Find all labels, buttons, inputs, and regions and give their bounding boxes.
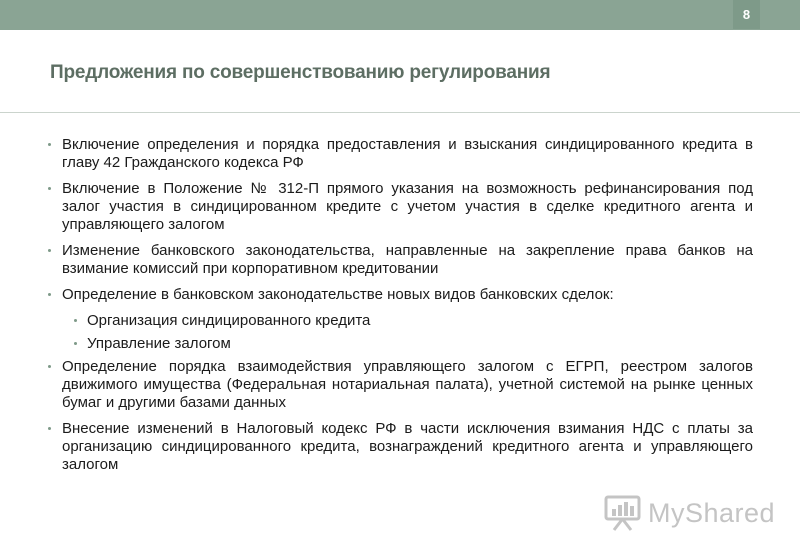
watermark-text: MyShared bbox=[648, 498, 776, 528]
watermark-logo bbox=[604, 495, 776, 531]
page-number-badge: 8 bbox=[733, 0, 760, 29]
header-bar bbox=[0, 0, 800, 30]
sub-bullet-item: Управление залогом bbox=[87, 335, 753, 353]
sub-bullet-item: Организация синдицированного кредита bbox=[87, 312, 753, 330]
title-divider bbox=[0, 112, 800, 113]
bullet-item: Изменение банковского законодательства, направленные на закрепление права банков на взимание комиссий при корпоративном кредитовании bbox=[62, 242, 753, 277]
bullet-item: Определение в банковском законодательстве новых видов банковских сделок: bbox=[62, 286, 753, 304]
bullet-item: Включение определения и порядка предоставления и взыскания синдицированного кредита в главу 42 Гражданского кодекса РФ bbox=[62, 136, 753, 171]
bullet-list bbox=[62, 136, 753, 482]
bullet-item: Определение порядка взаимодействия управляющего залогом с ЕГРП, реестром залогов движимого имущества (Федеральная нотариальная палата), учетной системой на рынке ценных бумаг и другими базами данных bbox=[62, 358, 753, 411]
presentation-board-icon bbox=[604, 495, 642, 531]
slide-title: Предложения по совершенствованию регулирования bbox=[50, 62, 551, 83]
bullet-item: Включение в Положение № 312-П прямого указания на возможность рефинансирования под залог участия в синдицированном кредите с учетом участия в сделке кредитного агента и управляющего залогом bbox=[62, 180, 753, 233]
bullet-item: Внесение изменений в Налоговый кодекс РФ в части исключения взимания НДС с платы за организацию синдицированного кредита, вознаграждений кредитного агента и управляющего залогом bbox=[62, 420, 753, 473]
